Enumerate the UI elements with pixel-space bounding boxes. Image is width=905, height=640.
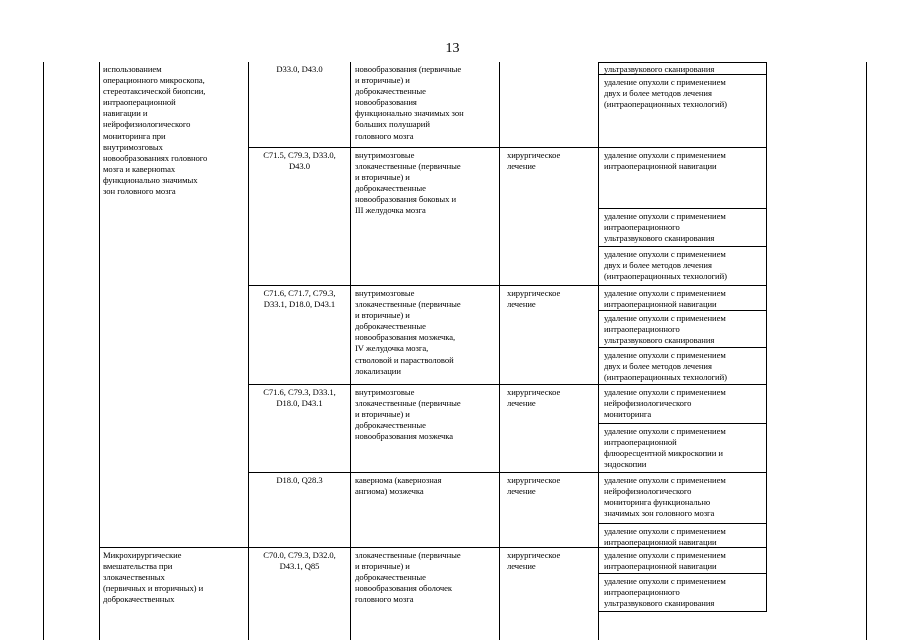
- method-cell: удаление опухоли с применением двух и более методов лечения (интраоперационных технологий): [604, 77, 727, 110]
- treatment-cell: хирургическое лечение: [507, 288, 561, 310]
- procedure-name-cell: Микрохирургические вмешательства при злокачественных (первичных и вторичных) и доброкачественных: [103, 550, 204, 605]
- treatment-cell: хирургическое лечение: [507, 475, 561, 497]
- icd-codes-cell: C71.6, C71.7, C79.3, D33.1, D18.0, D43.1: [263, 288, 336, 310]
- icd-codes-cell: C71.6, C79.3, D33.1, D18.0, D43.1: [263, 387, 336, 409]
- icd-codes-cell: D33.0, D43.0: [276, 64, 323, 74]
- method-divider: [598, 285, 766, 286]
- method-divider: [598, 472, 766, 473]
- treatment-cell: хирургическое лечение: [507, 550, 561, 572]
- method-cell: удаление опухоли с применением интраоперационной навигации: [604, 526, 726, 548]
- treatment-cell: хирургическое лечение: [507, 150, 561, 172]
- diagnosis-cell: внутримозговые злокачественные (первичные и вторичные) и доброкачественные новообразования мозжечка: [355, 387, 461, 442]
- row-divider: [248, 384, 598, 385]
- diagnosis-cell: внутримозговые злокачественные (первичные и вторичные) и доброкачественные новообразования боковых и III желудочка мозга: [355, 150, 461, 216]
- col-divider: [766, 62, 767, 612]
- method-cell: удаление опухоли с применением интраоперационного ультразвукового сканирования: [604, 576, 726, 609]
- method-cell: удаление опухоли с применением интраоперационной навигации: [604, 288, 726, 310]
- diagnosis-cell: злокачественные (первичные и вторичные) и доброкачественные новообразования оболочек головного мозга: [355, 550, 461, 605]
- method-cell: удаление опухоли с применением интраоперационного ультразвукового сканирования: [604, 211, 726, 244]
- icd-codes-cell: C71.5, C79.3, D33.0, D43.0: [263, 150, 336, 172]
- right-margin-line: [866, 62, 867, 640]
- method-divider: [598, 523, 766, 524]
- left-margin-line: [43, 62, 44, 640]
- method-cell: удаление опухоли с применением нейрофизиологического мониторинга: [604, 387, 726, 420]
- method-divider: [598, 384, 766, 385]
- icd-codes-cell: C70.0, C79.3, D32.0, D43.1, Q85: [263, 550, 336, 572]
- method-divider: [598, 62, 766, 63]
- row-divider: [248, 472, 598, 473]
- col-divider: [598, 62, 599, 640]
- col-divider: [99, 62, 100, 640]
- method-cell: удаление опухоли с применением интраоперационной флюоресцентной микроскопии и эндоскопии: [604, 426, 726, 470]
- method-divider: [598, 208, 766, 209]
- icd-codes-cell: D18.0, Q28.3: [276, 475, 323, 485]
- method-divider: [598, 423, 766, 424]
- method-divider: [598, 573, 766, 574]
- method-cell: ультразвукового сканирования: [604, 64, 715, 74]
- col-divider: [499, 62, 500, 640]
- row-divider: [99, 547, 598, 548]
- diagnosis-cell: новообразования (первичные и вторичные) и доброкачественные новообразования функционально значимых зон больших полушарий головного мозга: [355, 64, 464, 141]
- method-divider: [598, 246, 766, 247]
- method-cell: удаление опухоли с применением интраоперационного ультразвукового сканирования: [604, 313, 726, 346]
- method-divider: [598, 347, 766, 348]
- method-cell: удаление опухоли с применением интраоперационной навигации: [604, 550, 726, 572]
- method-cell: удаление опухоли с применением двух и более методов лечения (интраоперационных технологий): [604, 350, 727, 383]
- method-cell: удаление опухоли с применением двух и более методов лечения (интраоперационных технологий): [604, 249, 727, 282]
- method-cell: удаление опухоли с применением интраоперационной навигации: [604, 150, 726, 172]
- page-number: 13: [445, 41, 460, 56]
- diagnosis-cell: кавернома (кавернозная ангиома) мозжечка: [355, 475, 442, 497]
- method-cell: удаление опухоли с применением нейрофизиологического мониторинга функционально значимых зон головного мозга: [604, 475, 726, 519]
- method-divider: [598, 611, 766, 612]
- treatment-cell: хирургическое лечение: [507, 387, 561, 409]
- procedure-name-cell: использованием операционного микроскопа, стереотаксической биопсии, интраоперационной навигации и нейрофизиологического мониторинга при внутримозговых новообразованиях головного мозга и кавернomах функционально значимых зон головного мозга: [103, 64, 208, 197]
- row-divider: [248, 147, 598, 148]
- row-divider: [248, 285, 598, 286]
- col-divider: [350, 62, 351, 640]
- method-divider: [598, 147, 766, 148]
- diagnosis-cell: внутримозговые злокачественные (первичные и вторичные) и доброкачественные новообразования мозжечка, IV желудочка мозга, стволовой и парастволовой локализации: [355, 288, 461, 376]
